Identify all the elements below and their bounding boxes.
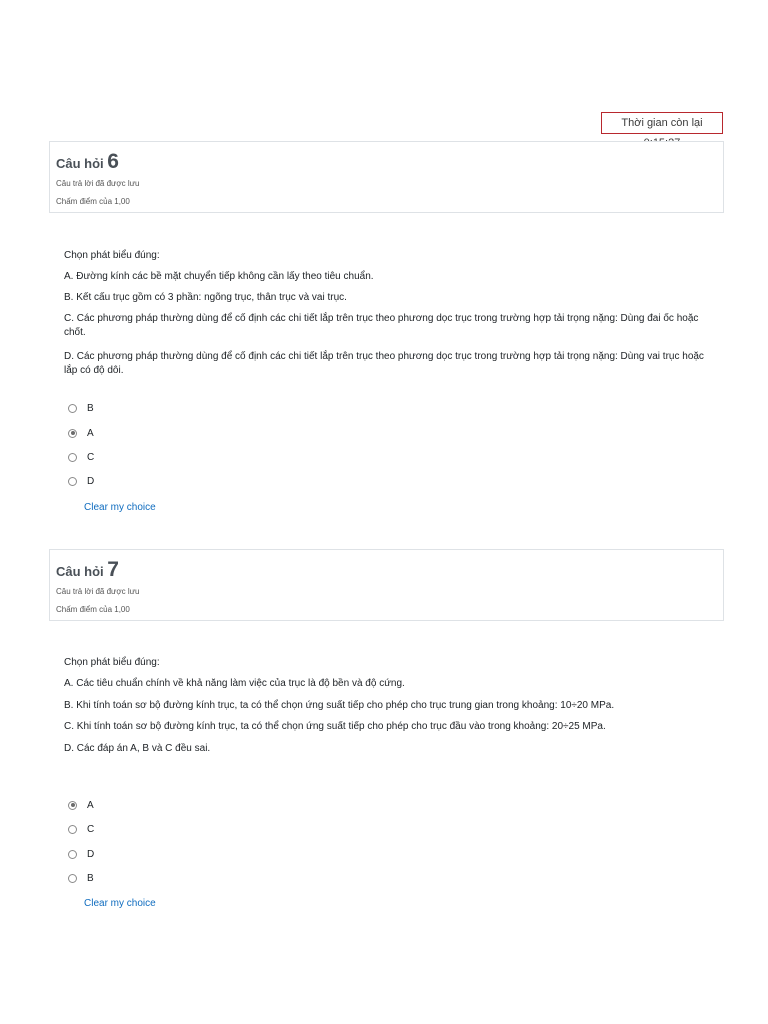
radio-button[interactable] <box>68 850 77 859</box>
question-6-info <box>49 141 724 213</box>
statement-b: B. Khi tính toán sơ bộ đường kính trục, ta có thể chọn ứng suất tiếp cho phép cho trục trung gian trong khoảng: 10÷20 MPa. <box>64 700 615 711</box>
radio-button-selected[interactable] <box>68 429 77 438</box>
answer-option[interactable] <box>68 450 94 464</box>
answer-option[interactable] <box>68 847 94 861</box>
question-prompt: Chọn phát biểu đúng: <box>64 250 160 261</box>
question-6-title <box>56 150 119 174</box>
option-label[interactable]: D <box>87 848 95 860</box>
statement-d: D. Các đáp án A, B và C đều sai. <box>64 743 211 754</box>
statement-b: B. Kết cấu trục gồm có 3 phần: ngõng trục, thân trục và vai trục. <box>64 292 347 303</box>
option-label[interactable]: A <box>87 799 94 811</box>
option-label[interactable]: C <box>87 451 95 463</box>
statement-a: A. Các tiêu chuẩn chính về khả năng làm việc của trục là độ bền và độ cứng. <box>64 678 405 689</box>
radio-button[interactable] <box>68 825 77 834</box>
answer-option[interactable] <box>68 474 94 488</box>
question-grade: Chấm điểm của 1,00 <box>56 197 130 206</box>
statement-c: C. Khi tính toán sơ bộ đường kính trục, ta có thể chọn ứng suất tiếp cho phép cho trục đầu vào trong khoảng: 20÷25 MPa. <box>64 721 606 732</box>
clear-choice-link[interactable]: Clear my choice <box>84 502 156 513</box>
statement-d: D. Các phương pháp thường dùng để cố định các chi tiết lắp trên trục theo phương dọc trục trong trường hợp tải trọng nặng: Dùng vai trục hoặc lắp có độ dôi. <box>64 351 704 376</box>
time-remaining: Thời gian còn lại <box>601 112 723 134</box>
question-title-label: Câu hỏi <box>56 564 104 579</box>
option-label[interactable]: B <box>87 402 94 414</box>
clear-choice-link[interactable]: Clear my choice <box>84 898 156 909</box>
statement-c: C. Các phương pháp thường dùng để cố định các chi tiết lắp trên trục theo phương dọc trục trong trường hợp tải trọng nặng: Dùng đai ốc hoặc chốt. <box>64 313 699 338</box>
radio-button[interactable] <box>68 477 77 486</box>
question-number: 7 <box>107 558 119 581</box>
answer-option[interactable] <box>68 822 94 836</box>
question-grade: Chấm điểm của 1,00 <box>56 605 130 614</box>
question-state: Câu trả lời đã được lưu <box>56 587 140 596</box>
option-label[interactable]: C <box>87 823 95 835</box>
question-7-title <box>56 558 119 582</box>
question-number: 6 <box>107 150 119 173</box>
option-label[interactable]: D <box>87 475 95 487</box>
answer-option[interactable] <box>68 871 94 885</box>
answer-option[interactable] <box>68 426 94 440</box>
question-state: Câu trả lời đã được lưu <box>56 179 140 188</box>
question-7-info <box>49 549 724 621</box>
answer-option[interactable] <box>68 401 94 415</box>
answer-option[interactable] <box>68 798 94 812</box>
option-label[interactable]: B <box>87 872 94 884</box>
question-title-label: Câu hỏi <box>56 156 104 171</box>
radio-button[interactable] <box>68 404 77 413</box>
radio-button-selected[interactable] <box>68 801 77 810</box>
statement-a: A. Đường kính các bề mặt chuyển tiếp không cần lấy theo tiêu chuẩn. <box>64 271 374 282</box>
radio-button[interactable] <box>68 874 77 883</box>
question-prompt: Chọn phát biểu đúng: <box>64 657 160 668</box>
radio-button[interactable] <box>68 453 77 462</box>
option-label[interactable]: A <box>87 427 94 439</box>
